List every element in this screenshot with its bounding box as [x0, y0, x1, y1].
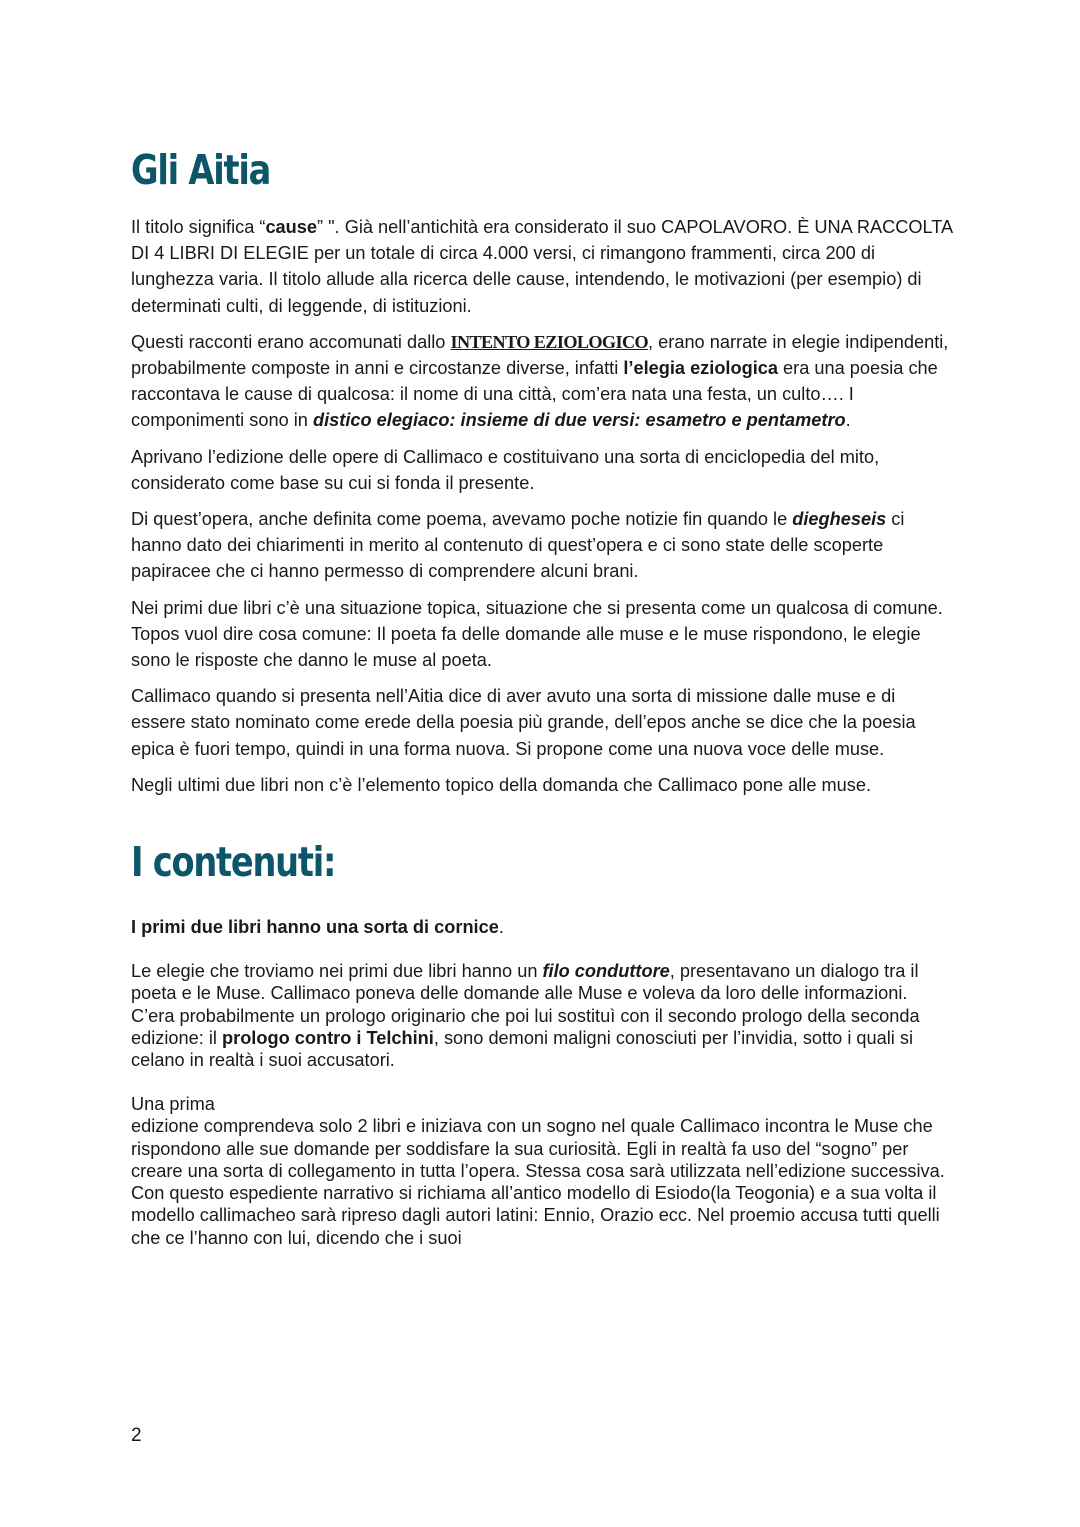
bold-italic-diegheseis: diegheseis [792, 509, 887, 530]
text-run: ci hanno dato dei chiarimenti in merito al contenuto di quest’opera e ci sono state delle scoperte papiracee che ci hanno permesso di comprendere alcuni brani. [131, 509, 905, 582]
paragraph-diegheseis [131, 506, 953, 585]
paragraph-title-meaning [131, 214, 953, 319]
paragraph-ultimi-libri: Negli ultimi due libri non c’è l’elemento topico della domanda che Callimaco pone alle muse. [131, 774, 872, 795]
text-run: Di quest’opera, anche definita come poema, avevamo poche notizie fin quando le [131, 509, 793, 530]
paragraph-prima-edizione [131, 1093, 953, 1248]
page-content [131, 140, 953, 1271]
paragraph-cornice [131, 916, 953, 938]
bold-term-elegia-eziologica: l’elegia eziologica [623, 358, 778, 379]
text-run: . [845, 410, 851, 431]
bold-italic-filo-conduttore: filo conduttore [542, 961, 670, 982]
text-run: era una poesia che raccontava le cause di qualcosa: il nome di una città, com’era nata una festa, un culto…. I componimenti sono in [131, 358, 938, 431]
text-run: edizione comprendeva solo 2 libri e iniziava con un sogno nel quale Callimaco incontra le Muse che rispondono alle sue domande per soddisfare la sua curiosità. Egli in realtà fa uso del “sogno” per creare una sorta di collegamento in tutta l’opera. Stessa cosa sarà utilizzata nell’edizione successiva. Con questo espediente narrativo si richiama all’antico modello di Esiodo(la Teogonia) e a sua volta il modello callimacheo sarà ripreso dagli autori latini: Ennio, Orazio ecc. Nel proemio accusa tutti quelli che ce l’hanno con lui, dicendo che i suoi [131, 1116, 945, 1248]
text-run: , erano narrate in elegie indipendenti, probabilmente composte in anni e circostanze diverse, infatti [131, 331, 949, 379]
underlined-term-intento-eziologico: INTENTO EZIOLOGICO [450, 331, 649, 352]
text-run: , sono demoni maligni conosciuti per l’invidia, sotto i quali si celano in realtà i suoi accusatori. [131, 1027, 914, 1071]
text-run: Le elegie che troviamo nei primi due libri hanno un [131, 961, 543, 982]
text-run: , presentavano un dialogo tra il poeta e le Muse. Callimaco poneva delle domande alle Muse e voleva da loro delle informazioni. C’era probabilmente un prologo originario che poi lui sostituì con il secondo prologo della seconda edizione: il [131, 961, 920, 1048]
text-run: Questi racconti erano accomunati dallo [131, 331, 451, 352]
bold-sentence-cornice: I primi due libri hanno una sorta di cornice [131, 917, 499, 938]
paragraph-missione-muse: Callimaco quando si presenta nell’Aitia dice di aver avuto una sorta di missione dalle muse e di essere stato nominato come erede della poesia più grande, dell’epos anche se dice che la poesia epica è fuori tempo, quindi in una forma nuova. Si propone come una nuova voce delle muse. [131, 686, 916, 759]
bold-term-prologo-telchini: prologo contro i Telchini [222, 1027, 434, 1048]
heading-i-contenuti: I contenuti: [131, 838, 336, 887]
paragraph-intento-eziologico [131, 329, 953, 434]
text-run: Una prima [131, 1094, 215, 1115]
paragraph-situazione-topica: Nei primi due libri c’è una situazione topica, situazione che si presenta come un qualcosa di comune. Topos vuol dire cosa comune: Il poeta fa delle domande alle muse e le muse rispondono, le elegie sono le risposte che danno le muse al poeta. [131, 597, 943, 671]
text-run: Il titolo significa “ [131, 217, 266, 237]
text-run: ” ". Già nell’antichità era considerato il suo CAPOLAVORO. È UNA RACCOLTA DI 4 LIBRI DI ELEGIE per un totale di circa 4.000 versi, ci rimangono frammenti, circa 200 di lunghezza varia. Il titolo allude alla ricerca delle cause, intendendo, le motivazioni (per esempio) di determinati culti, di leggende, di istituzioni. [131, 217, 953, 316]
text-run: . [498, 917, 504, 938]
bold-term-cause: cause [265, 217, 318, 237]
heading-gli-aitia: Gli Aitia [131, 146, 271, 194]
paragraph-filo-conduttore [131, 960, 953, 1071]
page-number: 2 [131, 1425, 142, 1446]
bold-italic-distico-elegiaco: distico elegiaco: insieme di due versi: esametro e pentametro [312, 410, 846, 431]
paragraph-edizione-opere: Aprivano l’edizione delle opere di Callimaco e costituivano una sorta di enciclopedia del mito, considerato come base su cui si fonda il presente. [131, 446, 880, 493]
